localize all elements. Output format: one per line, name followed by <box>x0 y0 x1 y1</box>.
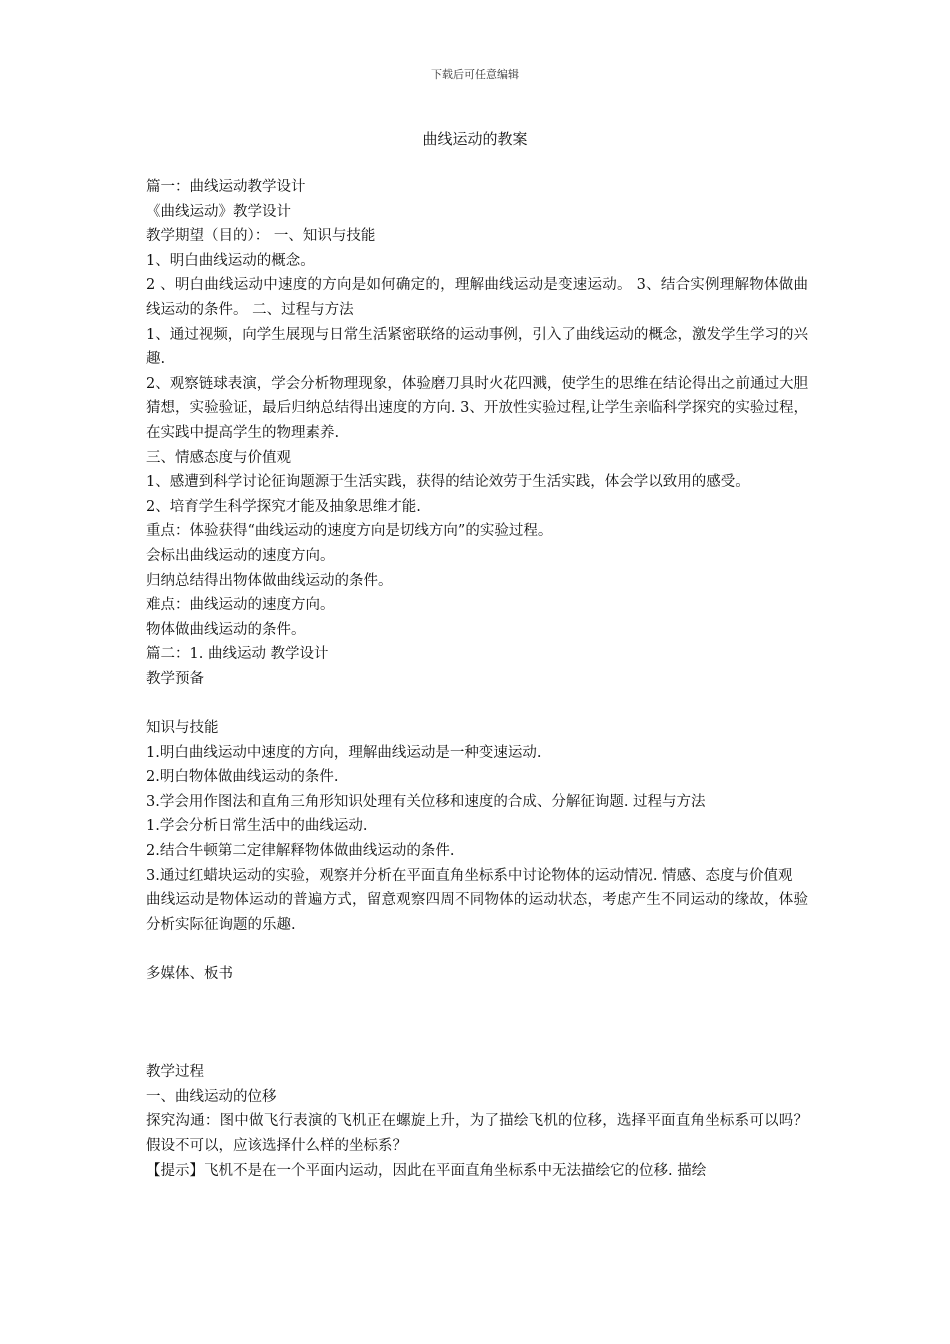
paragraph: 2.结合牛顿第二定律解释物体做曲线运动的条件. <box>146 843 455 860</box>
paragraph: 归纳总结得出物体做曲线运动的条件。 <box>146 572 393 589</box>
paragraph: 三、情感态度与价值观 <box>146 449 291 466</box>
paragraph: 【提示】飞机不是在一个平面内运动，因此在平面直角坐标系中无法描绘它的位移. 描绘 <box>146 1162 707 1179</box>
paragraph: 1.学会分析日常生活中的曲线运动. <box>146 818 368 835</box>
paragraph: 难点：曲线运动的速度方向。 <box>146 597 335 614</box>
blank-line <box>146 691 808 716</box>
paragraph: 1、感遭到科学讨论征询题源于生活实践，获得的结论效劳于生活实践，体会学以致用的感受。 <box>146 474 750 491</box>
paragraph: 重点：体验获得“曲线运动的速度方向是切线方向”的实验过程。 <box>146 523 553 540</box>
paragraph: 2 、明白曲线运动中速度的方向是如何确定的，理解曲线运动是变速运动。 3、结合实例理解物体做曲线运动的条件。 二、过程与方法 <box>146 277 808 318</box>
paragraph: 教学预备 <box>146 670 204 687</box>
paragraph: 2.明白物体做曲线运动的条件. <box>146 769 339 786</box>
paragraph: 《曲线运动》教学设计 <box>146 203 291 220</box>
document-body <box>146 175 808 1183</box>
paragraph: 3.通过红蜡块运动的实验，观察并分析在平面直角坐标系中讨论物体的运动情况. 情感、态度与价值观 <box>146 867 793 884</box>
paragraph: 篇二：1. 曲线运动 教学设计 <box>146 646 329 663</box>
paragraph: 物体做曲线运动的条件。 <box>146 621 306 638</box>
paragraph: 3.学会用作图法和直角三角形知识处理有关位移和速度的合成、分解征询题. 过程与方法 <box>146 793 706 810</box>
paragraph: 知识与技能 <box>146 720 219 737</box>
paragraph: 教学期望（目的）： 一、知识与技能 <box>146 228 376 245</box>
paragraph: 1、明白曲线运动的概念。 <box>146 252 315 269</box>
paragraph: 曲线运动是物体运动的普遍方式，留意观察四周不同物体的运动状态，考虑产生不同运动的缘故，体验分析实际征询题的乐趣. <box>146 892 808 933</box>
paragraph: 1.明白曲线运动中速度的方向，理解曲线运动是一种变速运动. <box>146 744 542 761</box>
paragraph: 1、通过视频，向学生展现与日常生活紧密联络的运动事例，引入了曲线运动的概念，激发学生学习的兴趣. <box>146 326 808 368</box>
header-note: 下载后可任意编辑 <box>431 68 519 81</box>
document-title: 曲线运动的教案 <box>422 130 528 148</box>
paragraph: 篇一：曲线运动教学设计 <box>146 179 306 195</box>
paragraph: 教学过程 <box>146 1064 204 1081</box>
paragraph: 多媒体、板书 <box>146 966 233 982</box>
paragraph: 2、观察链球表演，学会分析物理现象，体验磨刀具时火花四溅，使学生的思维在结论得出之前通过大胆猜想，实验验证，最后归纳总结得出速度的方向. 3、开放性实验过程,让学生亲临科学探究的实验过程，在实践中提高学生的物理素养. <box>146 375 808 441</box>
blank-line <box>146 1036 808 1061</box>
blank-line <box>146 937 808 962</box>
blank-line <box>146 987 808 1036</box>
paragraph: 探究沟通：图中做飞行表演的飞机正在螺旋上升，为了描绘飞机的位移，选择平面直角坐标系可以吗？假设不可以，应该选择什么样的坐标系？ <box>146 1113 808 1154</box>
paragraph: 一、曲线运动的位移 <box>146 1088 277 1105</box>
paragraph: 2、培育学生科学探究才能及抽象思维才能. <box>146 498 421 515</box>
paragraph: 会标出曲线运动的速度方向。 <box>146 547 335 564</box>
